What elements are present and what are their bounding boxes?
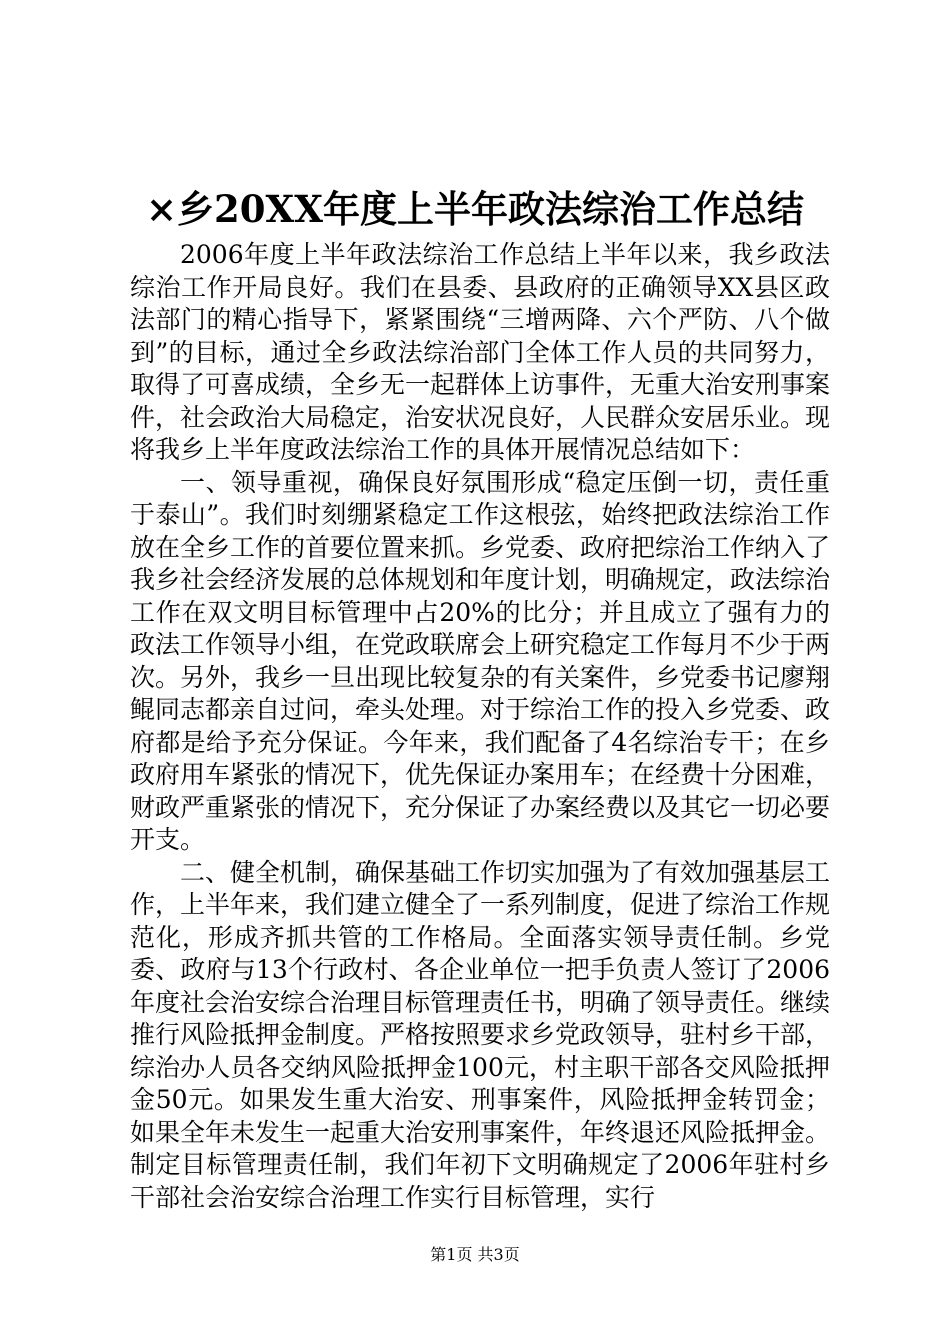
paragraph-intro: 2006年度上半年政法综治工作总结上半年以来，我乡政法综治工作开局良好。我们在县委、县政府的正确领导XX县区政法部门的精心指导下，紧紧围绕“三增两降、六个严防、八个做到”的目标，通过全乡政法综治部门全体工作人员的共同努力，取得了可喜成绩，全乡无一起群体上访事件，无重大治安刑事案件，社会政治大局稳定，治安状况良好，人民群众安居乐业。现将我乡上半年度政法综治工作的具体开展情况总结如下：: [130, 240, 831, 464]
document-body: [130, 239, 830, 1214]
document-title: ×乡20XX年度上半年政法综治工作总结: [146, 187, 804, 231]
paragraph-section-one: 一、领导重视，确保良好氛围形成“稳定压倒一切，责任重于泰山”。我们时刻绷紧稳定工作这根弦，始终把政法综治工作放在全乡工作的首要位置来抓。乡党委、政府把综治工作纳入了我乡社会经济发展的总体规划和年度计划，明确规定，政法综治工作在双文明目标管理中占20%的比分；并且成立了强有力的政法工作领导小组，在党政联席会上研究稳定工作每月不少于两次。另外，我乡一旦出现比较复杂的有关案件，乡党委书记廖翔鲲同志都亲自过问，牵头处理。对于综治工作的投入乡党委、政府都是给予充分保证。今年来，我们配备了4名综治专干；在乡政府用车紧张的情况下，优先保证办案用车；在经费十分困难，财政严重紧张的情况下，充分保证了办案经费以及其它一切必要开支。: [130, 467, 831, 854]
paragraph-section-two: 二、健全机制，确保基础工作切实加强为了有效加强基层工作，上半年来，我们建立健全了一系列制度，促进了综治工作规范化，形成齐抓共管的工作格局。全面落实领导责任制。乡党委、政府与13个行政村、各企业单位一把手负责人签订了2006年度社会治安综合治理目标管理责任书，明确了领导责任。继续推行风险抵押金制度。严格按照要求乡党政领导，驻村乡干部，综治办人员各交纳风险抵押金100元，村主职干部各交风险抵押金50元。如果发生重大治安、刑事案件，风险抵押金转罚金；如果全年未发生一起重大治安刑事案件，年终退还风险抵押金。制定目标管理责任制，我们年初下文明确规定了2006年驻村乡干部社会治安综合治理工作实行目标管理，实行: [130, 857, 831, 1212]
page-number-footer: 第1页 共3页: [430, 1245, 520, 1264]
